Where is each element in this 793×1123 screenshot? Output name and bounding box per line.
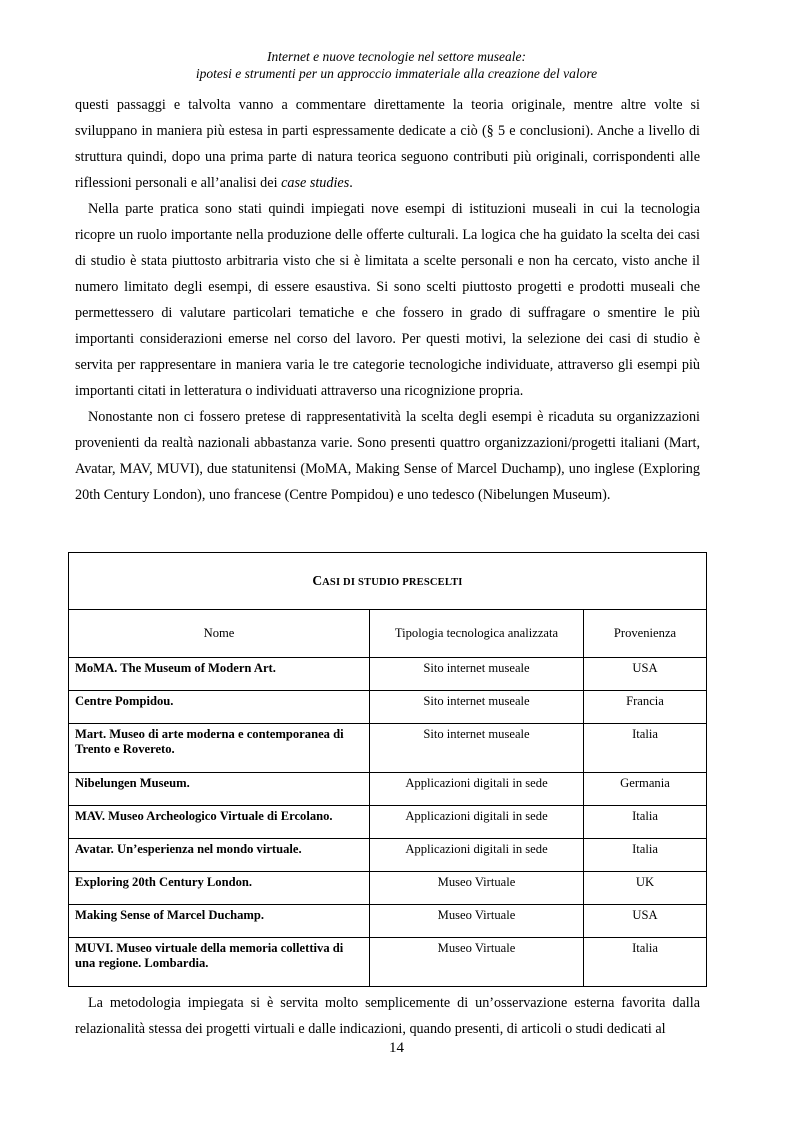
paragraph-3: Nonostante non ci fossero pretese di rappresentatività la scelta degli esempi è ricaduta su organizzazioni provenienti da realtà nazionali abbastanza varie. Sono presenti quattro organizzazioni/progetti italiani (Mart, Avatar, MAV, MUVI), due statunitensi (MoMA, Making Sense of Marcel Duchamp), uno inglese (Exploring 20th Century London), uno francese (Centre Pompidou) e uno tedesco (Nibelungen Museum). <box>75 409 700 503</box>
table-row <box>69 905 707 938</box>
case-type: Sito internet museale <box>370 691 584 724</box>
table-row <box>69 938 707 987</box>
case-origin: Italia <box>584 938 707 987</box>
column-header-type: Tipologia tecnologica analizzata <box>370 610 584 658</box>
case-name: MoMA. The Museum of Modern Art. <box>69 658 370 691</box>
case-type: Applicazioni digitali in sede <box>370 806 584 839</box>
header-line-2: ipotesi e strumenti per un approccio immateriale alla creazione del valore <box>195 66 598 81</box>
case-origin: Francia <box>584 691 707 724</box>
table-row <box>69 773 707 806</box>
table-title-rest: ASI DI STUDIO PRESCELTI <box>322 576 463 588</box>
case-name: Mart. Museo di arte moderna e contemporanea di Trento e Rovereto. <box>69 724 370 773</box>
case-type: Museo Virtuale <box>370 872 584 905</box>
page-number: 14 <box>389 1040 404 1056</box>
case-name: Centre Pompidou. <box>69 691 370 724</box>
paragraph-2: Nella parte pratica sono stati quindi impiegati nove esempi di istituzioni museali in cui la tecnologia ricopre un ruolo importante nella produzione delle offerte culturali. La logica che ha guidato la scelta dei casi di studio è stata piuttosto arbitraria visto che si è limitata a scelte personali e non ha cercato, visto anche il numero limitato degli esempi, di essere esaustiva. Si sono scelti piuttosto progetti e prodotti museali che permettessero di valutare particolari tematiche e che fossero in grado di suffragare o smentire le più importanti considerazioni emerse nel corso del lavoro. Per questi motivi, la selezione dei casi di studio è servita per rappresentare in maniera varia le tre categorie tecnologiche individuate, attraverso gli esempi più importanti citati in letteratura o individuati attraverso una ricognizione propria. <box>75 201 700 399</box>
table-row <box>69 872 707 905</box>
body-text <box>75 92 700 508</box>
case-origin: Italia <box>584 806 707 839</box>
paragraph-1 <box>75 92 700 196</box>
closing-text <box>75 990 700 1042</box>
paragraph-1-text: questi passaggi e talvolta vanno a commentare direttamente la teoria originale, mentre altre volte si sviluppano in maniera più estesa in parti espressamente dedicate a ciò (§ 5 e conclusioni). Anche a livello di struttura quindi, dopo una prima parte di natura teorica seguono contributi più originali, corrispondenti alle riflessioni personali e all’analisi dei <box>75 97 700 191</box>
case-origin: USA <box>584 658 707 691</box>
table-title-initial: C <box>312 572 323 588</box>
case-type: Sito internet museale <box>370 724 584 773</box>
case-name: MAV. Museo Archeologico Virtuale di Ercolano. <box>69 806 370 839</box>
table-title <box>69 553 707 610</box>
table-row <box>69 839 707 872</box>
case-origin: Italia <box>584 724 707 773</box>
case-origin: Germania <box>584 773 707 806</box>
paragraph-1-end: . <box>349 175 353 191</box>
case-name: Avatar. Un’esperienza nel mondo virtuale. <box>69 839 370 872</box>
case-name: Making Sense of Marcel Duchamp. <box>69 905 370 938</box>
case-type: Museo Virtuale <box>370 905 584 938</box>
case-type: Applicazioni digitali in sede <box>370 839 584 872</box>
column-header-name: Nome <box>69 610 370 658</box>
case-type: Sito internet museale <box>370 658 584 691</box>
paragraph-4: La metodologia impiegata si è servita molto semplicemente di un’osservazione esterna favorita dalla relazionalità stessa dei progetti virtuali e dalle indicazioni, quando presenti, di articoli o studi dedicati al <box>75 995 700 1037</box>
case-name: MUVI. Museo virtuale della memoria collettiva di una regione. Lombardia. <box>69 938 370 987</box>
case-studies-table <box>68 552 707 987</box>
case-name: Nibelungen Museum. <box>69 773 370 806</box>
case-origin: UK <box>584 872 707 905</box>
case-type: Museo Virtuale <box>370 938 584 987</box>
table-row <box>69 691 707 724</box>
table-header-row <box>69 610 707 658</box>
column-header-origin: Provenienza <box>584 610 707 658</box>
header-line-1: Internet e nuove tecnologie nel settore museale: <box>267 49 526 64</box>
case-name: Exploring 20th Century London. <box>69 872 370 905</box>
running-header <box>0 48 793 82</box>
table-row <box>69 724 707 773</box>
table-row <box>69 806 707 839</box>
table-row <box>69 658 707 691</box>
case-origin: USA <box>584 905 707 938</box>
case-type: Applicazioni digitali in sede <box>370 773 584 806</box>
case-origin: Italia <box>584 839 707 872</box>
paragraph-1-italic: case studies <box>281 175 350 191</box>
